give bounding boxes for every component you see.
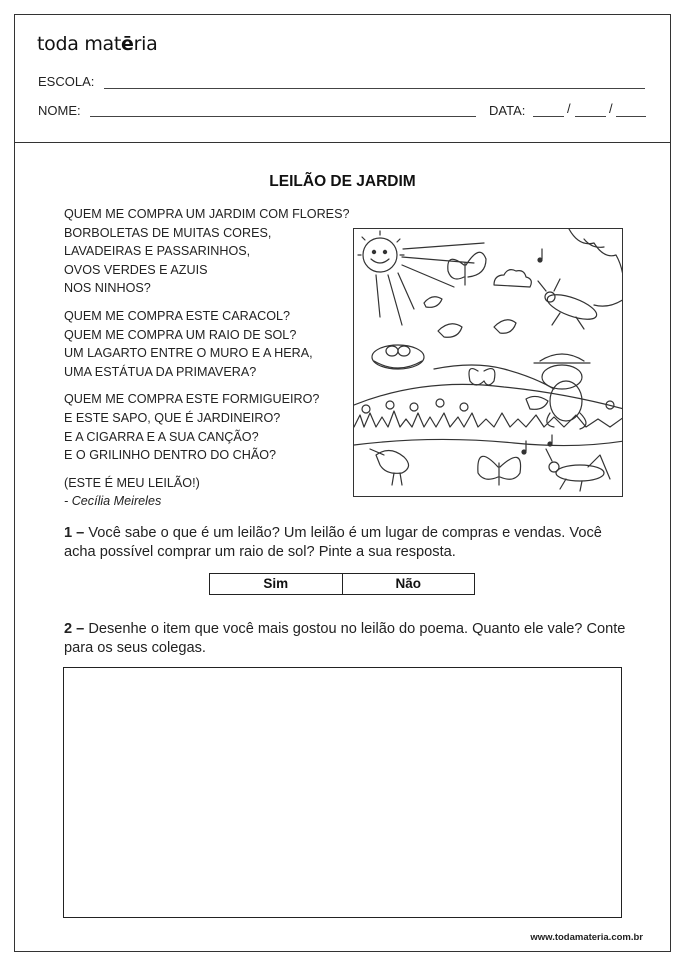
garden-illustration — [353, 228, 623, 497]
question-2 — [64, 620, 634, 658]
poem-stanza-3 — [64, 390, 354, 464]
question-2-text: Desenhe o item que você mais gostou no leilão do poema. Quanto ele vale? Conte para os seus colegas. — [64, 621, 626, 656]
butterfly-icon — [469, 369, 495, 385]
answer-option-nao[interactable]: Não — [342, 574, 475, 594]
logo-text-end: ria — [133, 33, 158, 55]
name-label: NOME: — [38, 103, 81, 118]
ground-icon — [354, 439, 623, 445]
date-month-line[interactable] — [575, 116, 606, 117]
poem-line: NOS NINHOS? — [64, 281, 151, 296]
poem-line: QUEM ME COMPRA UM RAIO DE SOL? — [64, 327, 297, 342]
header-divider — [14, 142, 671, 143]
poem-line: QUEM ME COMPRA ESTE FORMIGUEIRO? — [64, 392, 320, 407]
grass-icon — [354, 411, 623, 427]
poem-line: QUEM ME COMPRA ESTE CARACOL? — [64, 308, 291, 323]
bird-icon — [370, 449, 409, 485]
poem-closing-block — [64, 474, 354, 511]
drawing-area[interactable] — [63, 667, 622, 918]
brand-logo — [37, 33, 157, 55]
school-field-line[interactable] — [104, 88, 645, 89]
poem-closing: (ESTE É MEU LEILÃO!) — [64, 475, 200, 490]
date-day-line[interactable] — [533, 116, 564, 117]
poem-line: E O GRILINHO DENTRO DO CHÃO? — [64, 448, 277, 463]
poem-line: E A CIGARRA E A SUA CANÇÃO? — [64, 429, 259, 444]
grasshopper-icon — [546, 449, 610, 491]
flower-icon — [362, 399, 614, 413]
question-1-text: Você sabe o que é um leilão? Um leilão é um lugar de compras e vendas. Você acha possível comprar um raio de sol? Pinte a sua resposta. — [64, 525, 602, 560]
logo-text-accent: ē — [121, 33, 134, 55]
question-1 — [64, 524, 634, 562]
bird-icon — [424, 297, 516, 338]
poem-stanza-1 — [64, 205, 354, 298]
butterfly-icon — [448, 252, 486, 285]
school-label: ESCOLA: — [38, 74, 95, 89]
question-2-number: 2 – — [64, 621, 85, 637]
cloud-icon — [494, 270, 531, 287]
date-year-line[interactable] — [616, 116, 646, 117]
poem-line: OVOS VERDES E AZUIS — [64, 262, 208, 277]
poem-line: BORBOLETAS DE MUITAS CORES, — [64, 225, 272, 240]
nest-icon — [372, 345, 424, 369]
poem-line: UM LAGARTO ENTRE O MURO E A HERA, — [64, 346, 313, 361]
logo-text-main: toda mat — [37, 33, 122, 55]
butterfly-icon — [478, 456, 521, 485]
poem-stanza-2 — [64, 307, 354, 381]
poem-line: E ESTE SAPO, QUE É JARDINEIRO? — [64, 410, 281, 425]
answer-option-sim[interactable]: Sim — [263, 576, 289, 591]
date-label: DATA: — [489, 103, 526, 118]
answer-options — [209, 573, 475, 595]
poem-line: UMA ESTÁTUA DA PRIMAVERA? — [64, 364, 257, 379]
tree-icon — [569, 229, 623, 306]
poem-line: LAVADEIRAS E PASSARINHOS, — [64, 244, 251, 259]
date-separator-2: / — [609, 101, 613, 116]
frog-icon — [526, 354, 590, 429]
poem-author: - Cecília Meireles — [64, 494, 162, 509]
question-1-number: 1 – — [64, 525, 85, 541]
date-separator-1: / — [567, 101, 571, 116]
name-field-line[interactable] — [90, 116, 476, 117]
worksheet-title: LEILÃO DE JARDIM — [269, 173, 416, 190]
poem — [64, 205, 354, 520]
cricket-icon — [538, 279, 600, 329]
poem-line: QUEM ME COMPRA UM JARDIM COM FLORES? — [64, 207, 350, 221]
footer-url: www.todamateria.com.br — [530, 932, 643, 943]
